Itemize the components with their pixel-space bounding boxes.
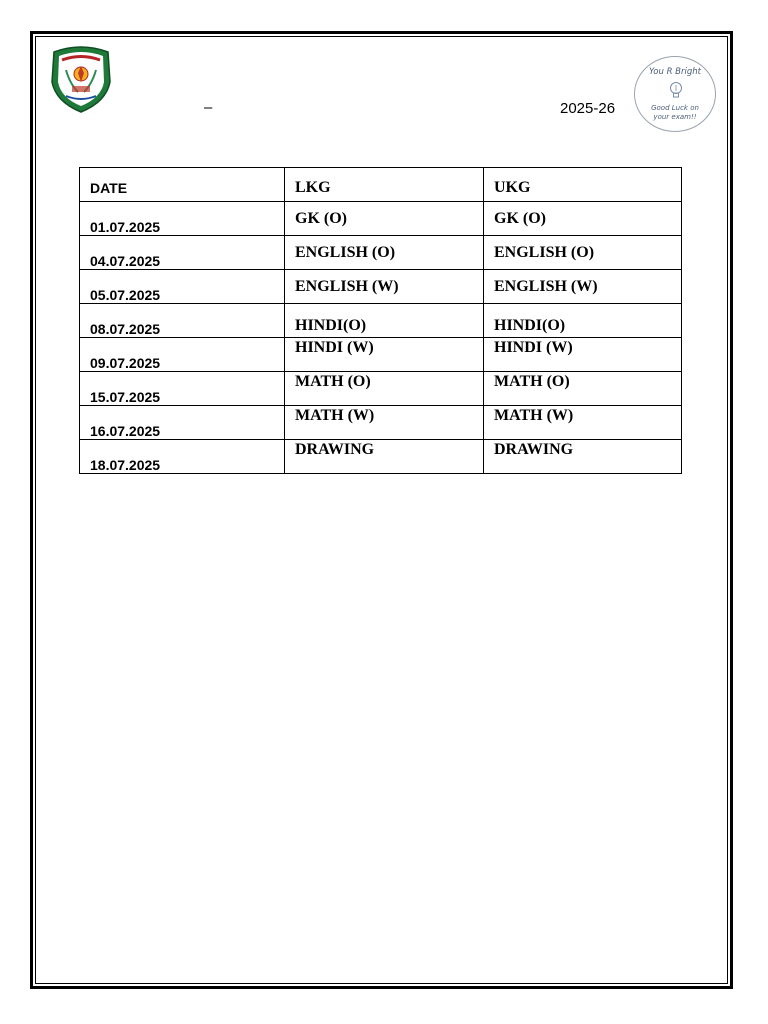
- table-row: [80, 236, 682, 270]
- row-date: 08.07.2025: [80, 304, 285, 338]
- row-date: 15.07.2025: [80, 372, 285, 406]
- badge-line-1: You R Bright: [649, 67, 701, 77]
- title-dash: –: [204, 99, 213, 116]
- row-ukg-subject: ENGLISH (O): [484, 236, 682, 270]
- row-date: 04.07.2025: [80, 236, 285, 270]
- row-ukg-subject: HINDI (W): [484, 338, 682, 372]
- row-lkg-subject: GK (O): [285, 202, 484, 236]
- row-date: 05.07.2025: [80, 270, 285, 304]
- badge-line-2: Good Luck on: [651, 104, 699, 112]
- row-date: 01.07.2025: [80, 202, 285, 236]
- row-date: 16.07.2025: [80, 406, 285, 440]
- row-ukg-subject: MATH (W): [484, 406, 682, 440]
- row-lkg-subject: ENGLISH (W): [285, 270, 484, 304]
- header-lkg: LKG: [285, 168, 484, 202]
- row-ukg-subject: ENGLISH (W): [484, 270, 682, 304]
- row-lkg-subject: ENGLISH (O): [285, 236, 484, 270]
- table-row: [80, 406, 682, 440]
- row-ukg-subject: MATH (O): [484, 372, 682, 406]
- header-ukg: UKG: [484, 168, 682, 202]
- exam-schedule-table: [79, 167, 682, 474]
- header-date: DATE: [80, 168, 285, 202]
- good-luck-badge: [634, 56, 716, 132]
- table-row: [80, 270, 682, 304]
- table-row: [80, 202, 682, 236]
- row-lkg-subject: MATH (W): [285, 406, 484, 440]
- table-header-row: [80, 168, 682, 202]
- row-ukg-subject: GK (O): [484, 202, 682, 236]
- row-ukg-subject: HINDI(O): [484, 304, 682, 338]
- table-row: [80, 304, 682, 338]
- lightbulb-icon: [635, 81, 715, 101]
- row-date: 18.07.2025: [80, 440, 285, 474]
- academic-year: 2025-26: [560, 100, 616, 117]
- table-row: [80, 372, 682, 406]
- table-row: [80, 440, 682, 474]
- school-crest-icon: [48, 44, 114, 114]
- table-row: [80, 338, 682, 372]
- row-lkg-subject: DRAWING: [285, 440, 484, 474]
- row-date: 09.07.2025: [80, 338, 285, 372]
- badge-message: [635, 104, 715, 122]
- badge-line-3: your exam!!: [653, 113, 697, 121]
- row-ukg-subject: DRAWING: [484, 440, 682, 474]
- row-lkg-subject: HINDI(O): [285, 304, 484, 338]
- row-lkg-subject: MATH (O): [285, 372, 484, 406]
- row-lkg-subject: HINDI (W): [285, 338, 484, 372]
